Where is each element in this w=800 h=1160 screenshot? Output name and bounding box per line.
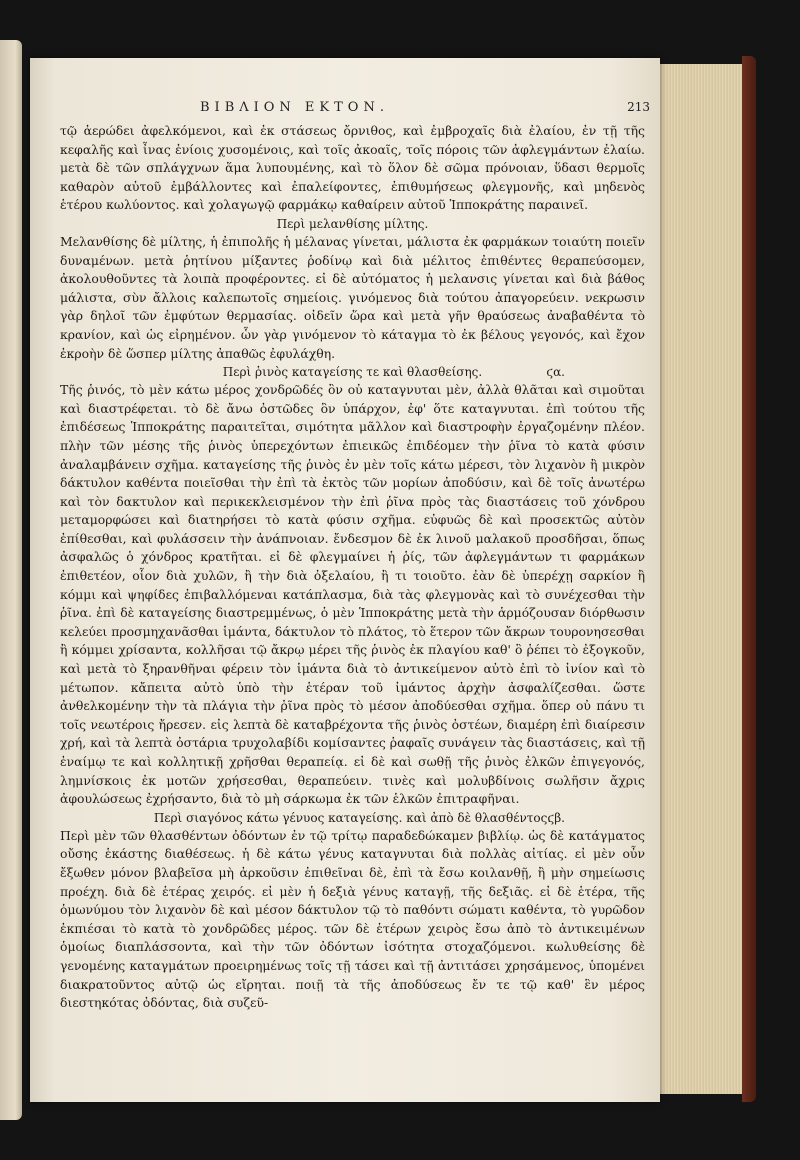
section-heading: Περὶ μελανθίσης μίλτης. xyxy=(276,216,429,231)
running-title: ΒΙΒΛΙΟΝ ΕΚΤΟΝ. xyxy=(200,100,389,115)
section-heading xyxy=(60,363,645,381)
section-text: Μελανθίσης δὲ μίλτης, ἡ ἐπιπολῆς ἡ μέλανας γίνεται, μάλιστα ἐκ φαρμάκων τοιαύτη ποιεῖν δυναμένων. μετὰ ῥητίνου μίξαντες ῥοδίνῳ καὶ διὰ μέλιτος ἐπιθέντες θεραπεύσομεν, ἀκολουθοῦντες τὰ λοιπὰ προφέροντες. εἰ δὲ αὐτόματος ἡ μελανσις γίνεται καὶ διὰ βάθος μάλιστα, σὺν ἄλλοις καλεπωτοῖς σημείοις. γινόμενος διὰ τούτου ἀπαγορεύειν. νεκρωσιν γὰρ δηλοῖ τῶν ἐμφύτων θερμασίας. οἰδεῖν ὥρα καὶ μετὰ γῆν θραύσεως ἀναβαθέντα τὸ κρανίον, καὶ ὡς εἰρημένον. ὧν γὰρ γινόμενον τὸ κάταγμα τὸ ἐκ βέλους γεγονός, καὶ ἔχον ἐκροὴν δὲ ὥσπερ μίλτης ἀπαθῶς ἐφυλάχθη. xyxy=(60,233,645,361)
opening-paragraph: τῷ ἀερώδει ἀφελκόμενοι, καὶ ἐκ στάσεως ὄρνιθος, καὶ ἐμβροχαῖς διὰ ἐλαίου, ἐν τῇ τῆς κεφαλῆς καὶ ἶνας ἐνίοις χυσομένοις, καὶ τοῖς ἀκοαῖς, τοῖς πόροις τῶν ἀφλεγμάντων ἐλαίω. μετὰ δὲ τῶν σπλάγχνων ἅμα λυπουμένης, καὶ τὸ ὅλον δὲ σῶμα πρόνοιαν, ὕδασι θερμοῖς καθαρὸν αὐτοῦ ἐμβάλλοντες καὶ ἐπαλείφοντες, ἐπιθυμήσεως φλεγμονῆς, καὶ μηδενὸς ἑτέρου κωλύοντος. καὶ χολαγωγῷ φαρμάκῳ καθαίρειν αὐτοῦ Ἱπποκράτης παραινεῖ. xyxy=(60,123,645,213)
book-cover-edge xyxy=(742,56,756,1102)
section-3 xyxy=(60,809,645,1013)
section-number: ϛβ. xyxy=(547,810,565,825)
page-text xyxy=(60,122,645,1013)
section-2 xyxy=(60,363,645,809)
facing-page-edge xyxy=(0,40,22,1120)
section-number: ϛα. xyxy=(546,365,565,380)
section-text: Τῆς ῥινός, τὸ μὲν κάτω μέρος χονδρῶδές ὂν οὐ καταγνυται μὲν, ἀλλὰ θλᾶται καὶ σιμοῦται καὶ διαστρέφεται. τὸ δὲ ἄνω ὀστῶδες ὂν ὑπάρχον, ἐφ' ὅτε καταγνυται. ἐπὶ τούτου τῆς ἐπιδέσεως Ἱπποκράτης παραιτεῖται, σιμότητα μᾶλλον καὶ διαστροφὴν ἐργαζομένην πλέον. πλὴν τῶν μέσης τῆς ῥινὸς ὑπερεχόντων ἐπιεικῶς ἐπιδέομεν τὴν ῥῖνα τὸ κατὰ φύσιν ἀναλαμβάνειν σχῆμα. καταγείσης τῆς ῥινὸς ἐν μὲν τοῖς κάτω μέρεσι, τὸν λιχανὸν ἢ μικρὸν δάκτυλον καθέντα ποιεῖσθαι τὴν ἐπὶ τὰ ἐκτὸς τῶν μορίων ἀποδύσιν, καὶ δὲ τοῖς ἀνωτέρω καὶ τὸν δακτυλον καὶ περικεκλεισμένον τὴν ἐπὶ ῥῖνα πρὸς τὰς διαστάσεις τοῦ χόνδρου μεταμορφώσει καὶ διατηρήσει τὸ κατὰ φύσιν σχῆμα. εὐφυῶς δὲ καὶ προσεκτῶς αὐτὸν ἐπίθεσθαι, καὶ φυλάσσειν τὴν ἀνάπνοιαν. ἔνδεσμον δὲ ἐκ λινοῦ μαλακοῦ προσδῆσαι, ὅπως ἀσφαλῶς ὁ χόνδρος κρατῆται. εἰ δὲ φλεγμαίνει ἡ ῥίς, τῶν ἀφλεγμάντων τι φαρμάκων ἐπιθετέον, οἷον διὰ χυλῶν, ἢ τὴν διὰ ὀξελαίου, ἢ τι τοιοῦτο. ἐὰν δὲ ὑπερέχῃ σαρκίον ἢ κόμμι καὶ ψηφίδες ἐπιβαλλόμεναι κατάπλασμα, διὰ τὰς φλεγμονὰς καὶ τὸ συνέχεσθαι τὴν ῥῖνα. ἐπὶ δὲ καταγείσης διαστρεμμένως, ὁ μὲν Ἱπποκράτης μετὰ τὴν ἁρμόζουσαν διόρθωσιν κελεύει προσμηχανᾶσθαι ἱμάντα, δάκτυλον τὸ πλάτος, τὸ ἕτερον τῶν ἄκρων τουρονησεσθαι ἢ κόμμει χρίσαντα, κολλῆσαι τῷ ἄκρῳ μέρει τῆς ῥινὸς ἐκ πλαγίου καθ' ὃ ῥέπει τὸ ἐξογκοῦν, καὶ μετὰ τὸ ξηρανθῆναι φέρειν τὸν ἱμάντα διὰ τὸ ἀντικείμενον αὐτὸ ἐπὶ τὸ ἰνίον καὶ τὸ μέτωπον. κἄπειτα αὐτὸ ὑπὸ τὴν ἑτέραν τοῦ ἱμάντος ἀρχὴν ἀσφαλίζεσθαι. ὥστε ἀνθελκομένην τὴν τὰ πλάγια τὴν ῥῖνα πρὸς τὸ μέσον ἀποδύεσθαι σχῆμα. ὅπερ οὐ πάνυ τι τοῖς νεωτέροις ἤρεσεν. εἰς λεπτὰ δὲ καταβρέχοντα τῆς ῥινὸς ὀστέων, διαμέρη ἐπὶ διαίρεσιν χρή, καὶ τὰ λεπτὰ ὀστάρια τρυχολαβίδι κομίσαντες ῥαφαῖς συνάγειν τὰς διαστάσεις, καὶ τῇ ἐναίμῳ τε καὶ κολλητικῇ χρῆσθαι θεραπείᾳ. εἰ δὲ καὶ σωθῇ τῆς ῥινὸς ἐλκῶν ἐπιγεγονός, λημνίσκοις ἐκ μοτῶν χρήσεσθαι, θεραπεύειν. τινὲς καὶ μολυβδίνοις σωλῆσιν ἄχρις ἀφουλώσεως ἐχρήσαντο, διὰ τὸ μὴ σάρκωμα ἐκ τῶν ἑλκῶν ἐπιτραφῆναι. xyxy=(60,382,645,807)
section-title: Περὶ σιαγόνος κάτω γένυος καταγείσης. καὶ ἀπὸ δὲ θλασθέντος. xyxy=(153,810,552,825)
page-edges xyxy=(650,64,756,1094)
page-header xyxy=(60,100,650,120)
section-text: Περὶ μὲν τῶν θλασθέντων ὀδόντων ἐν τῷ τρίτῳ παραδεδώκαμεν βιβλίῳ. ὡς δὲ κατάγματος οὔσης ἑκάστης διαθέσεως. ἡ δὲ κάτω γένυς καταγνυται διὰ πολλὰς αἰτίας. εἰ μὲν οὖν ἔξωθεν μόνον βλαβεῖσα μὴ ἀρκοῦσιν ἐπιθεῖναι δὲ, ἐπὶ τὰ ἔσω κοιλανθῇ, ἢ μὴν σημείωσις προέχη. διὰ δὲ ἑτέρας χειρός. εἰ μὲν ἡ δεξιὰ γένυς καταγῇ, τῆς δεξιᾶς. εἰ δὲ ἑτέρα, τῆς ὁμωνύμου τὸν λιχανὸν δὲ καὶ μέσον δάκτυλον τῷ τὸ παθόντι σώματι καθέντα, τὸ γυρῶδον ἐκπιέσαι τὸ κατὰ τὸ χονδρῶδες μέρος. τῶν δὲ ἑτέρων χειρὸς ἔσω ἀπὸ τὸ ἀντικειμένων ὁμοίως διαπλάσσοντα, καὶ τὴν τῶν ὀδόντων ἰσότητα στοχαζόμενοι. κωλυθείσης δὲ γενομένης καταγμάτων προειρημένως τοῖς τῇ τάσει καὶ τῇ ἀντιτάσει χρησάμενος, ὑπομένει διακρατοῦντος αὐτῷ ὡς εἴρηται. ποιῇ τὰ τῆς ἀποδύσεως ἔν τε τῷ καθ' ἓν μέρος διεστηκότας ὀδόντας, διὰ συζεῦ- xyxy=(60,827,645,1011)
page-number: 213 xyxy=(627,100,650,114)
section-1 xyxy=(60,215,645,363)
section-heading xyxy=(60,809,645,827)
section-title: Περὶ ῥινὸς καταγείσης τε καὶ θλασθείσης. xyxy=(222,365,483,380)
